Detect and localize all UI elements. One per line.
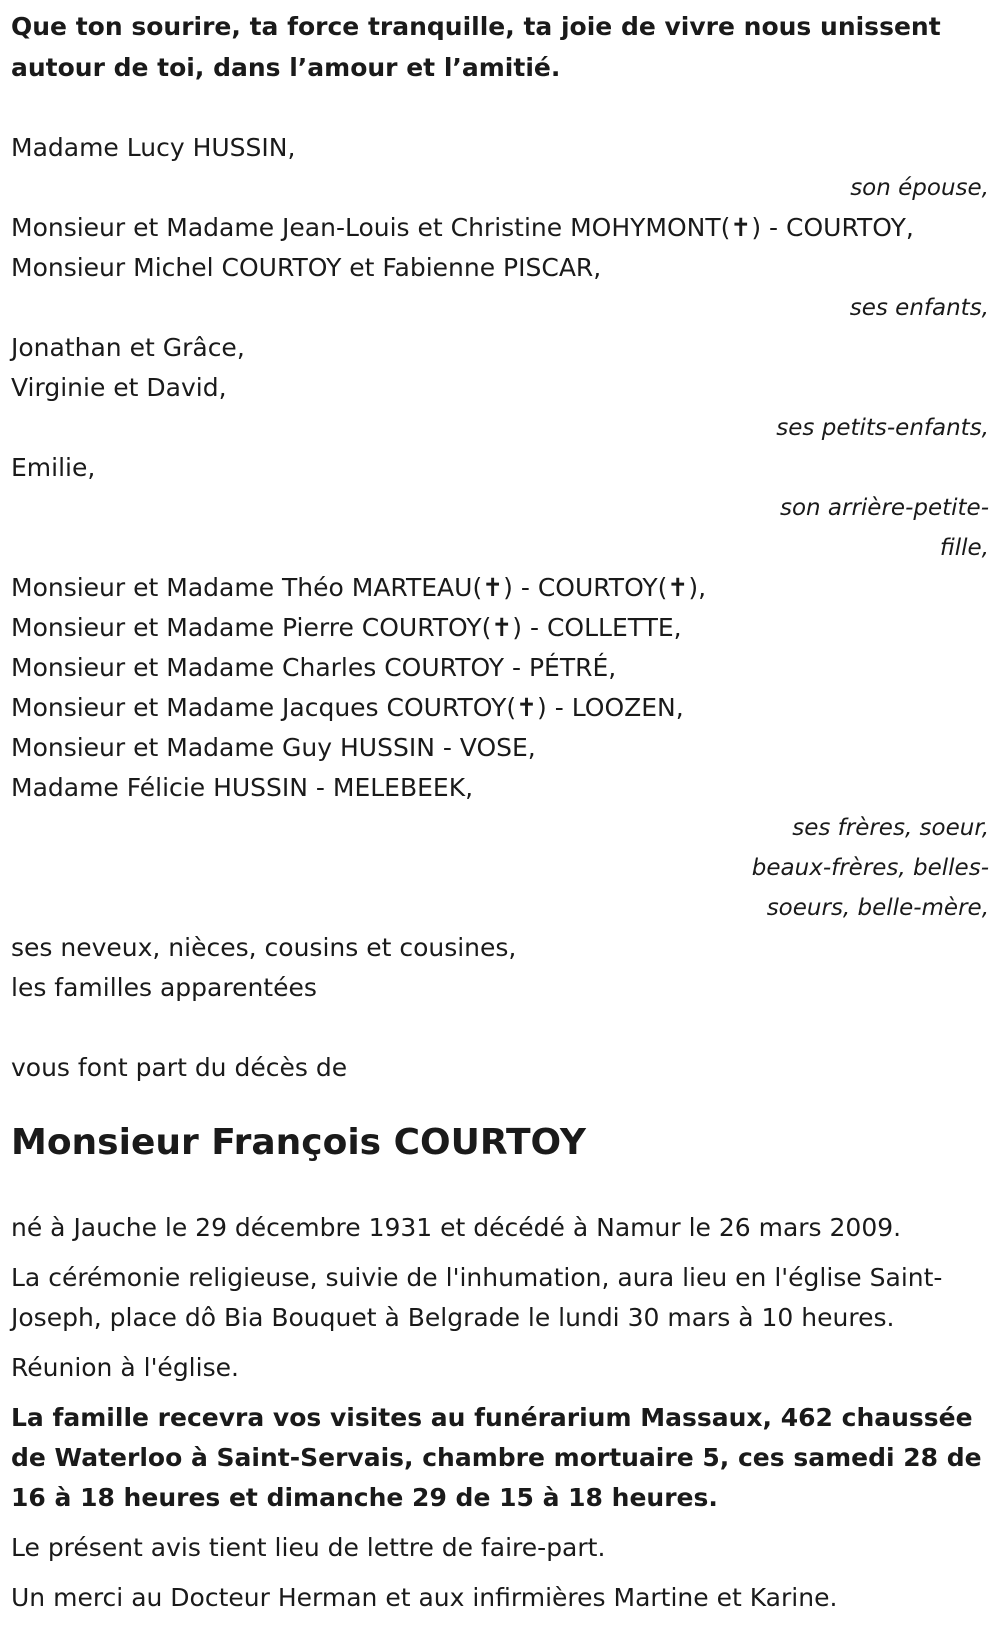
deceased-name: Monsieur François COURTOY	[11, 1122, 586, 1163]
sibling-name: Monsieur et Madame Pierre COURTOY(✝) - COLLETTE,	[11, 613, 682, 642]
sibling-name: Monsieur et Madame Théo MARTEAU(✝) - COURTOY(✝),	[11, 573, 707, 602]
spacer	[11, 88, 989, 128]
sibling-name: Monsieur et Madame Jacques COURTOY(✝) - LOOZEN,	[11, 693, 684, 722]
others-section	[11, 928, 989, 1008]
siblings-relation-line: beaux-frères, belles-	[751, 855, 989, 881]
great-grandchildren-section	[11, 448, 989, 568]
siblings-section	[11, 568, 989, 928]
notice-text: Le présent avis tient lieu de lettre de faire-part.	[11, 1533, 606, 1562]
spouse-name: Madame Lucy HUSSIN,	[11, 133, 296, 162]
birth-death-text: né à Jauche le 29 décembre 1931 et décédé à Namur le 26 mars 2009.	[11, 1213, 902, 1242]
opening-quote: Que ton sourire, ta force tranquille, ta joie de vivre nous unissent autour de toi, dans l’amour et l’amitié.	[11, 12, 941, 82]
siblings-relation-line: soeurs, belle-mère,	[766, 895, 989, 921]
others-line: les familles apparentées	[11, 973, 317, 1002]
spouse-section	[11, 128, 989, 208]
others-line: ses neveux, nièces, cousins et cousines,	[11, 933, 517, 962]
grandchild-name: Virginie et David,	[11, 373, 227, 402]
visits-text: La famille recevra vos visites au funérarium Massaux, 462 chaussée de Waterloo à Saint-Servais, chambre mortuaire 5, ces samedi 28 de 16 à 18 heures et dimanche 29 de 15 à 18 heures.	[11, 1403, 982, 1512]
spouse-relation: son épouse,	[850, 175, 989, 201]
grandchildren-section	[11, 328, 989, 448]
children-section	[11, 208, 989, 328]
great-grandchildren-relation-line: fille,	[939, 535, 989, 561]
children-relation: ses enfants,	[849, 295, 989, 321]
sibling-name: Madame Félicie HUSSIN - MELEBEEK,	[11, 773, 474, 802]
reunion-text: Réunion à l'église.	[11, 1353, 239, 1382]
sibling-name: Monsieur et Madame Guy HUSSIN - VOSE,	[11, 733, 536, 762]
child-name: Monsieur Michel COURTOY et Fabienne PISCAR,	[11, 253, 602, 282]
siblings-relation-line: ses frères, soeur,	[792, 815, 989, 841]
child-name: Monsieur et Madame Jean-Louis et Christine MOHYMONT(✝) - COURTOY,	[11, 213, 914, 242]
grandchild-name: Jonathan et Grâce,	[11, 333, 245, 362]
spacer	[11, 1088, 989, 1118]
obituary-notice	[11, 6, 989, 1628]
ceremony-text: La cérémonie religieuse, suivie de l'inhumation, aura lieu en l'église Saint-Joseph, place dô Bia Bouquet à Belgrade le lundi 30 mars à 10 heures.	[11, 1263, 943, 1332]
spacer	[11, 1008, 989, 1048]
grandchildren-relation: ses petits-enfants,	[776, 415, 989, 441]
spacer	[11, 1168, 989, 1208]
great-grandchildren-relation-line: son arrière-petite-	[779, 495, 989, 521]
announcement-text: vous font part du décès de	[11, 1053, 348, 1082]
sibling-name: Monsieur et Madame Charles COURTOY - PÉTRÉ,	[11, 653, 617, 682]
thanks-text: Un merci au Docteur Herman et aux infirmières Martine et Karine.	[11, 1583, 838, 1612]
great-grandchild-name: Emilie,	[11, 453, 96, 482]
